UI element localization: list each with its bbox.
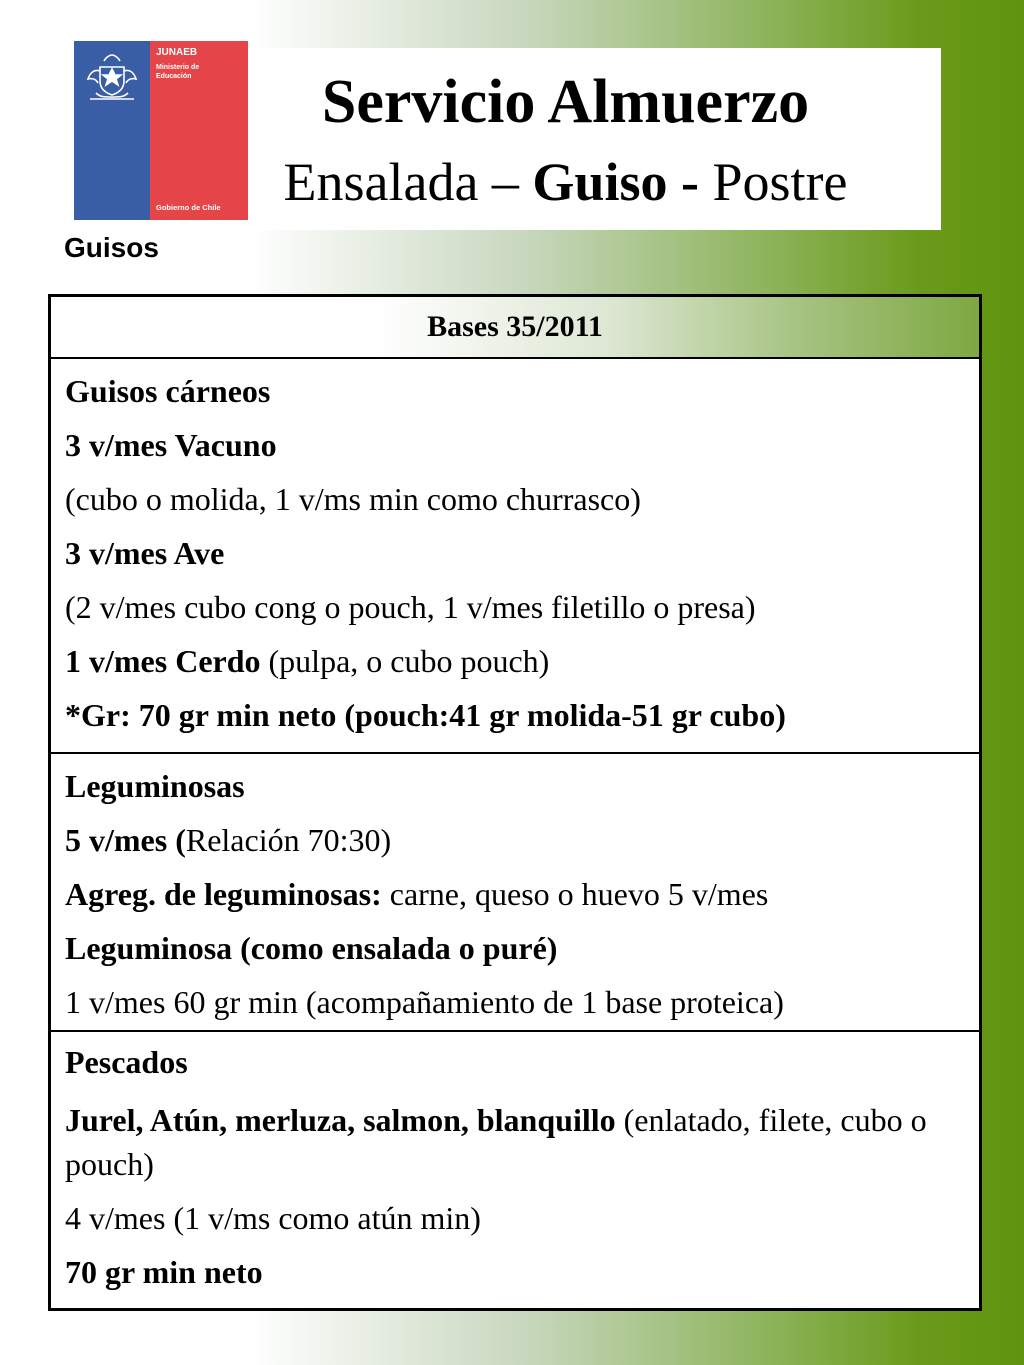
section-label: Guisos [64, 232, 159, 263]
subtitle-ensalada: Ensalada – [283, 152, 533, 212]
leguminosas-freq: 5 v/mes ( [65, 822, 186, 858]
leguminosas-title: Leguminosas [65, 768, 245, 804]
chile-coat-of-arms-icon [82, 49, 142, 107]
logo-government: Gobierno de Chile [156, 203, 221, 212]
carneos-gramaje: *Gr: 70 gr min neto (pouch:41 gr molida-51 gr cubo) [65, 696, 786, 733]
carneos-cerdo-detail: (pulpa, o cubo pouch) [260, 642, 550, 679]
leguminosas-ensalada: Leguminosa (como ensalada o puré) [65, 930, 558, 966]
subtitle-postre: Postre [712, 152, 848, 212]
table-header: Bases 35/2011 [51, 297, 979, 359]
carneos-ave: 3 v/mes Ave [65, 534, 225, 571]
leguminosas-ensalada-detail: 1 v/mes 60 gr min (acompañamiento de 1 base proteica) [65, 984, 784, 1020]
carneos-ave-detail: (2 v/mes cubo cong o pouch, 1 v/mes filetillo o presa) [65, 588, 756, 625]
pescados-species-detail: (enlatado, filete, cubo o pouch) [65, 1102, 927, 1182]
logo-blue-panel [74, 41, 150, 220]
logo-org-name: JUNAEB [156, 47, 198, 58]
pescados-freq: 4 v/mes (1 v/ms como atún min) [65, 1200, 481, 1236]
subtitle-guiso: Guiso - [532, 152, 713, 212]
cell-guisos-carneos [51, 359, 979, 754]
pescados-species: Jurel, Atún, merluza, salmon, blanquillo [65, 1102, 616, 1138]
leguminosas-freq-detail: Relación 70:30) [185, 822, 392, 858]
title-box [248, 48, 941, 230]
pescados-gramaje: 70 gr min neto [65, 1254, 263, 1290]
leguminosas-agreg-label: Agreg. de leguminosas: [65, 876, 382, 912]
page-subtitle [248, 154, 883, 210]
carneos-title: Guisos cárneos [65, 372, 271, 409]
bases-table [48, 294, 982, 1311]
cell-leguminosas [51, 754, 979, 1032]
leguminosas-agreg-detail: carne, queso o huevo 5 v/mes [381, 876, 769, 912]
cell-pescados [51, 1032, 979, 1308]
logo-red-panel [150, 41, 248, 220]
carneos-cerdo: 1 v/mes Cerdo [65, 642, 261, 679]
pescados-title: Pescados [65, 1044, 188, 1080]
logo-ministry: Ministerio de Educación [156, 64, 200, 80]
carneos-vacuno: 3 v/mes Vacuno [65, 426, 277, 463]
carneos-vacuno-detail: (cubo o molida, 1 v/ms min como churrasco) [65, 480, 641, 517]
page-title: Servicio Almuerzo [321, 68, 810, 136]
junaeb-logo [74, 41, 248, 220]
